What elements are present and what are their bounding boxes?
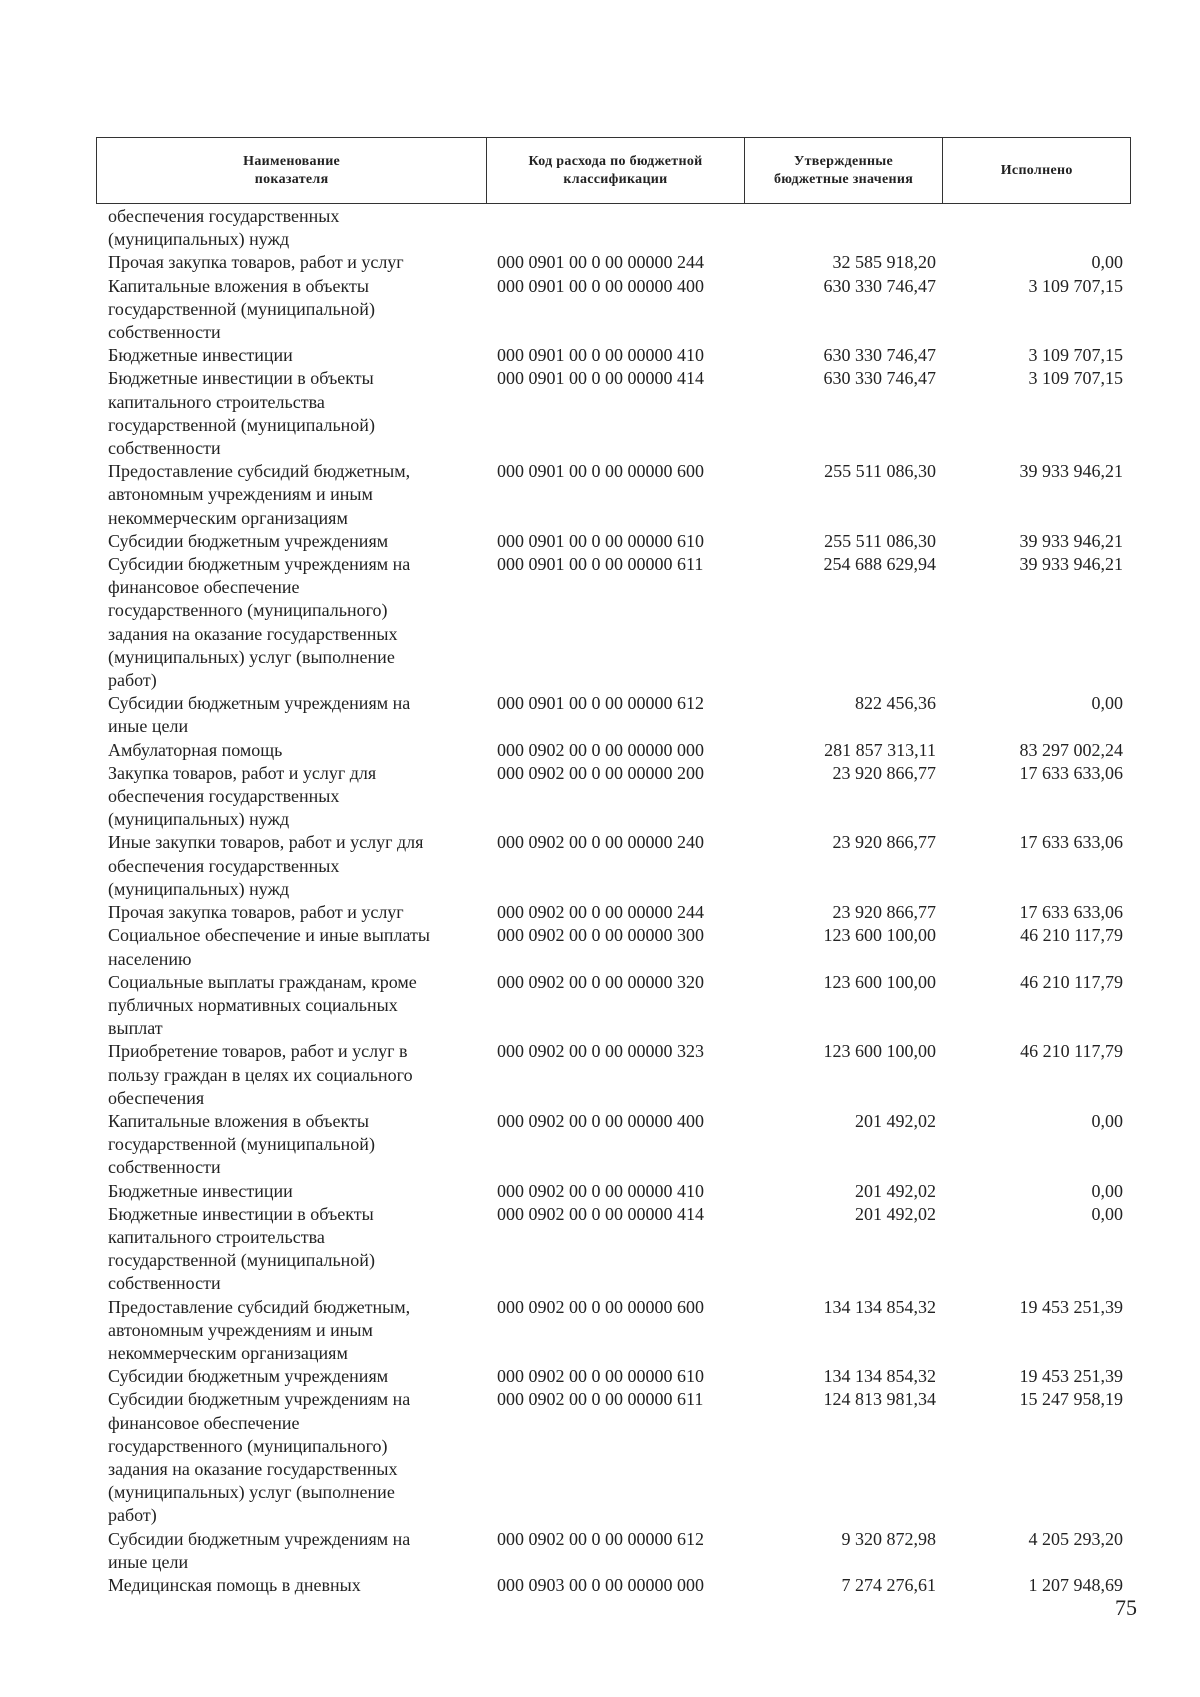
row-approved: 134 134 854,32 [823,1366,936,1387]
row-name: Субсидии бюджетным учреждениям на финансовое обеспечение государственного (муниципального) задания на оказание государственных (муниципальных) услуг (выполнение работ) [108,554,411,691]
row-name: Субсидии бюджетным учреждениям на финансовое обеспечение государственного (муниципального) задания на оказание государственных (муниципальных) услуг (выполнение работ) [108,1389,411,1526]
row-code: 000 0901 00 0 00 00000 600 [497,461,704,482]
row-approved: 255 511 086,30 [824,461,936,482]
row-executed: 17 633 633,06 [1019,832,1123,853]
row-name: Амбулаторная помощь [108,739,283,760]
table-row [96,1203,1131,1296]
row-executed: 17 633 633,06 [1019,762,1123,783]
table-row [96,530,1131,553]
row-code: 000 0901 00 0 00 00000 400 [497,275,704,296]
row-approved: 630 330 746,47 [823,275,936,296]
row-approved: 134 134 854,32 [823,1296,936,1317]
row-name: Прочая закупка товаров, работ и услуг [108,902,404,923]
row-name: Субсидии бюджетным учреждениям на иные цели [108,693,411,737]
row-approved: 630 330 746,47 [823,345,936,366]
row-approved: 23 920 866,77 [832,832,936,853]
table-body [96,205,1131,1597]
row-executed: 0,00 [1091,1110,1123,1131]
row-executed: 19 453 251,39 [1019,1366,1123,1387]
table-row [96,460,1131,530]
row-name: Медицинская помощь в дневных [108,1574,361,1595]
budget-table [96,137,1131,1597]
row-code: 000 0902 00 0 00 00000 200 [497,762,704,783]
header-name: Наименование показателя [97,138,487,203]
row-name: Бюджетные инвестиции [108,1180,293,1201]
row-executed: 15 247 958,19 [1019,1389,1123,1410]
header-approved: Утвержденные бюджетные значения [745,138,944,203]
row-code: 000 0901 00 0 00 00000 414 [497,368,704,389]
table-row [96,205,1131,251]
row-executed: 19 453 251,39 [1019,1296,1123,1317]
table-row [96,1365,1131,1388]
row-name: Бюджетные инвестиции [108,345,293,366]
table-row [96,971,1131,1041]
row-approved: 123 600 100,00 [823,925,936,946]
table-row [96,762,1131,832]
row-executed: 0,00 [1091,1203,1123,1224]
table-row [96,831,1131,901]
row-name: Капитальные вложения в объекты государственной (муниципальной) собственности [108,1110,375,1178]
row-code: 000 0902 00 0 00 00000 611 [497,1389,704,1410]
table-row [96,553,1131,692]
row-approved: 32 585 918,20 [832,252,936,273]
table-row [96,1528,1131,1574]
table-row [96,344,1131,367]
row-executed: 0,00 [1091,693,1123,714]
row-code: 000 0902 00 0 00 00000 244 [497,902,704,923]
row-code: 000 0902 00 0 00 00000 323 [497,1041,704,1062]
row-code: 000 0902 00 0 00 00000 240 [497,832,704,853]
row-executed: 46 210 117,79 [1020,1041,1123,1062]
row-name: Субсидии бюджетным учреждениям на иные цели [108,1528,411,1572]
row-name: обеспечения государственных (муниципальных) нужд [108,206,340,250]
row-code: 000 0901 00 0 00 00000 612 [497,693,704,714]
row-name: Социальное обеспечение и иные выплаты населению [108,925,430,969]
row-code: 000 0901 00 0 00 00000 610 [497,530,704,551]
row-code: 000 0902 00 0 00 00000 610 [497,1366,704,1387]
row-code: 000 0902 00 0 00 00000 612 [497,1528,704,1549]
row-name: Закупка товаров, работ и услуг для обеспечения государственных (муниципальных) нужд [108,762,377,830]
table-row [96,1180,1131,1203]
row-name: Субсидии бюджетным учреждениям [108,530,389,551]
table-row [96,901,1131,924]
row-approved: 630 330 746,47 [823,368,936,389]
row-approved: 124 813 981,34 [823,1389,936,1410]
row-approved: 123 600 100,00 [823,971,936,992]
row-approved: 7 274 276,61 [841,1574,936,1595]
row-approved: 281 857 313,11 [824,739,936,760]
row-name: Приобретение товаров, работ и услуг в пользу граждан в целях их социального обеспечения [108,1041,413,1108]
row-executed: 4 205 293,20 [1028,1528,1123,1549]
table-row [96,692,1131,738]
row-code [487,205,745,251]
page-number: 75 [1115,1595,1137,1620]
row-approved: 255 511 086,30 [824,530,936,551]
table-header [96,137,1131,204]
row-code: 000 0901 00 0 00 00000 410 [497,345,704,366]
row-executed: 39 933 946,21 [1019,554,1123,575]
table-row [96,1574,1131,1597]
row-executed: 39 933 946,21 [1019,530,1123,551]
table-row [96,275,1131,345]
row-code: 000 0901 00 0 00 00000 244 [497,252,704,273]
row-code: 000 0902 00 0 00 00000 320 [497,971,704,992]
table-row [96,1110,1131,1180]
row-code: 000 0902 00 0 00 00000 410 [497,1180,704,1201]
row-approved: 23 920 866,77 [832,902,936,923]
row-name: Предоставление субсидий бюджетным, автономным учреждениям и иным некоммерческим организациям [108,1296,411,1363]
table-row [96,739,1131,762]
row-approved: 201 492,02 [855,1180,936,1201]
row-code: 000 0902 00 0 00 00000 300 [497,925,704,946]
row-code: 000 0902 00 0 00 00000 000 [497,739,704,760]
row-code: 000 0903 00 0 00 00000 000 [497,1574,704,1595]
row-executed: 46 210 117,79 [1020,925,1123,946]
table-row [96,924,1131,970]
row-executed: 0,00 [1091,252,1123,273]
row-code: 000 0901 00 0 00 00000 611 [497,554,704,575]
row-code: 000 0902 00 0 00 00000 600 [497,1296,704,1317]
row-executed: 1 207 948,69 [1028,1574,1123,1595]
row-approved: 23 920 866,77 [832,762,936,783]
row-name: Прочая закупка товаров, работ и услуг [108,252,404,273]
table-row [96,1296,1131,1366]
row-name: Социальные выплаты гражданам, кроме публичных нормативных социальных выплат [108,971,417,1039]
row-name: Иные закупки товаров, работ и услуг для обеспечения государственных (муниципальных) нужд [108,832,424,899]
header-code: Код расхода по бюджетной классификации [487,138,745,203]
row-name: Бюджетные инвестиции в объекты капитального строительства государственной (муниципальной) собственности [108,368,375,459]
row-approved: 822 456,36 [855,693,936,714]
row-code: 000 0902 00 0 00 00000 400 [497,1110,704,1131]
row-name: Субсидии бюджетным учреждениям [108,1366,389,1387]
row-name: Капитальные вложения в объекты государственной (муниципальной) собственности [108,275,375,343]
row-executed: 39 933 946,21 [1019,461,1123,482]
table-row [96,1388,1131,1527]
table-row [96,1040,1131,1110]
header-executed: Исполнено [1000,162,1073,178]
row-approved: 123 600 100,00 [823,1041,936,1062]
row-approved: 201 492,02 [855,1110,936,1131]
row-code: 000 0902 00 0 00 00000 414 [497,1203,704,1224]
row-name: Бюджетные инвестиции в объекты капитального строительства государственной (муниципальной) собственности [108,1203,375,1294]
row-executed [944,205,1131,251]
row-executed: 83 297 002,24 [1019,739,1123,760]
row-approved: 254 688 629,94 [823,554,936,575]
table-row [96,367,1131,460]
row-executed: 3 109 707,15 [1028,275,1123,296]
row-approved [745,205,944,251]
row-executed: 3 109 707,15 [1028,368,1123,389]
row-approved: 201 492,02 [855,1203,936,1224]
row-executed: 0,00 [1091,1180,1123,1201]
row-executed: 46 210 117,79 [1020,971,1123,992]
row-approved: 9 320 872,98 [841,1528,936,1549]
row-name: Предоставление субсидий бюджетным, автономным учреждениям и иным некоммерческим организациям [108,461,411,528]
row-executed: 17 633 633,06 [1019,902,1123,923]
table-row [96,251,1131,274]
row-executed: 3 109 707,15 [1028,345,1123,366]
